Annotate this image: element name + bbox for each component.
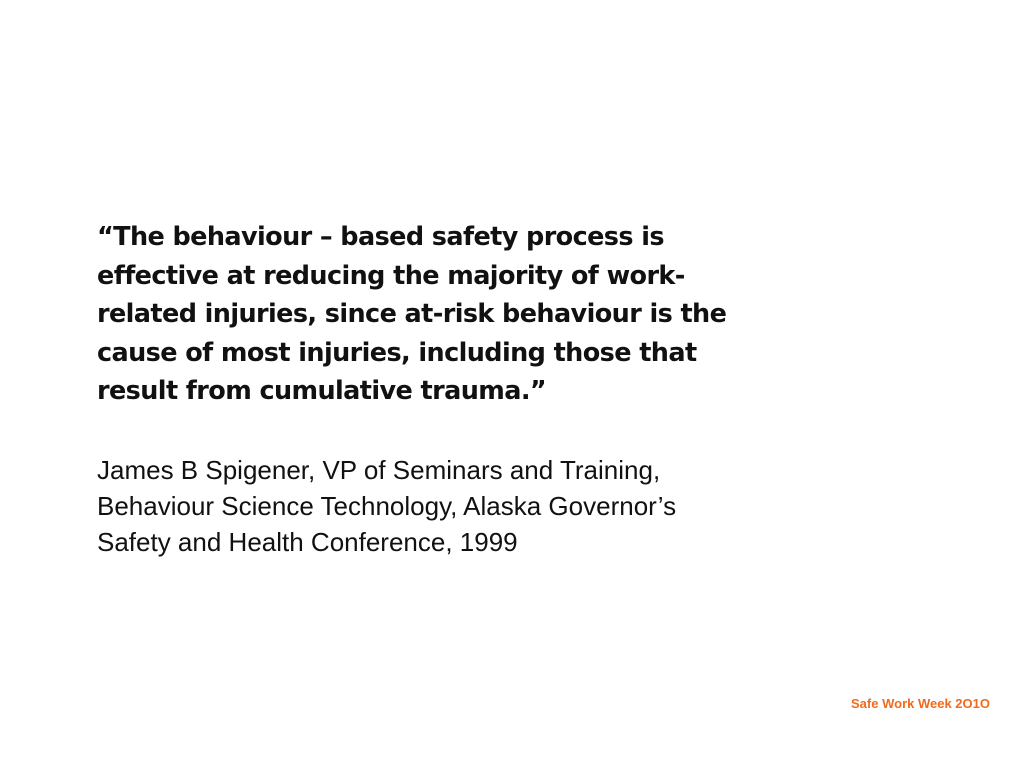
footer-label: Safe Work Week 2O1O [851, 696, 990, 711]
quote-line: “The behaviour – based safety process is [97, 222, 664, 252]
attribution-line: James B Spigener, VP of Seminars and Training, [97, 455, 661, 485]
quote-line: result from cumulative trauma.” [97, 376, 547, 406]
attribution-line: Behaviour Science Technology, Alaska Governor’s [97, 491, 677, 521]
attribution-text [97, 452, 857, 560]
quote-line: related injuries, since at-risk behaviour is the [97, 299, 727, 329]
quote-line: effective at reducing the majority of work- [97, 260, 685, 291]
quote-text [97, 218, 797, 411]
attribution-line: Safety and Health Conference, 1999 [97, 527, 518, 557]
quote-line: cause of most injuries, including those that [97, 337, 697, 368]
